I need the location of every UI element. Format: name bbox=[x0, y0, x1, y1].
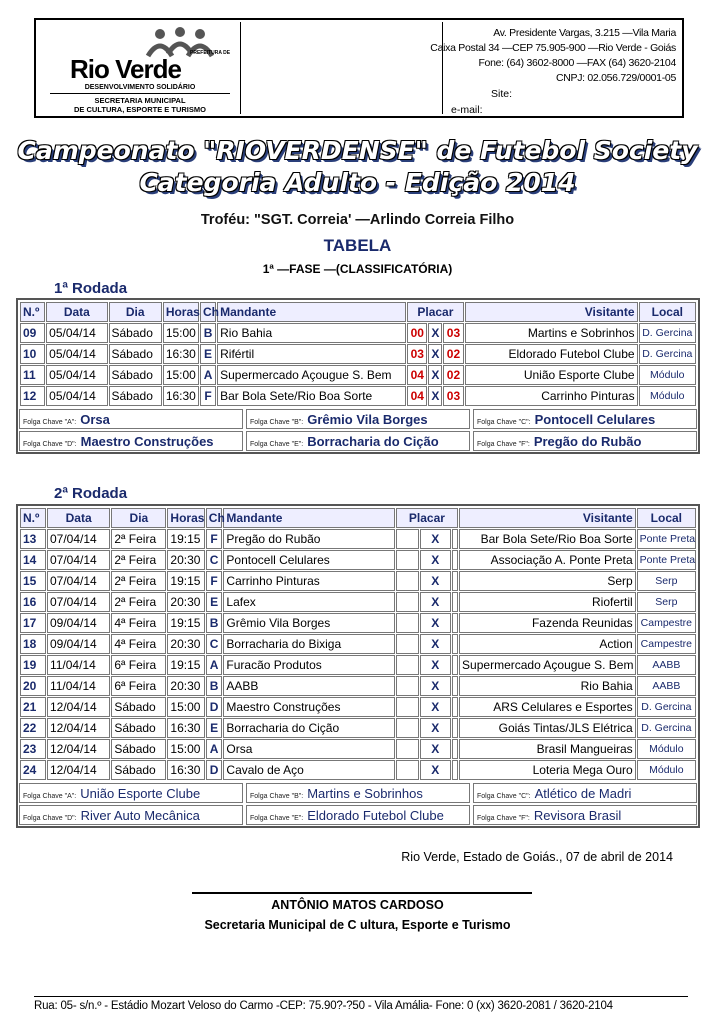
match-key: F bbox=[206, 571, 223, 591]
match-time: 16:30 bbox=[163, 386, 199, 406]
venue: Campestre bbox=[637, 613, 696, 633]
bye-team: Pregão do Rubão bbox=[533, 434, 642, 449]
away-team: Martins e Sobrinhos bbox=[465, 323, 638, 343]
match-time: 15:00 bbox=[163, 323, 199, 343]
home-score bbox=[396, 697, 419, 717]
column-header: Local bbox=[637, 508, 696, 528]
match-day: 4ª Feira bbox=[111, 613, 166, 633]
match-number: 23 bbox=[20, 739, 46, 759]
home-team: Bar Bola Sete/Rio Boa Sorte bbox=[217, 386, 406, 406]
match-key: B bbox=[206, 676, 223, 696]
versus-mark: X bbox=[420, 655, 451, 675]
match-key: D bbox=[206, 760, 223, 780]
match-time: 19:15 bbox=[167, 529, 204, 549]
home-score bbox=[396, 550, 419, 570]
match-number: 10 bbox=[20, 344, 45, 364]
column-header: N.º bbox=[20, 508, 46, 528]
versus-mark: X bbox=[428, 386, 442, 406]
column-header: Data bbox=[46, 302, 107, 322]
away-team: Bar Bola Sete/Rio Boa Sorte bbox=[459, 529, 636, 549]
match-key: A bbox=[200, 365, 216, 385]
round-2-grid bbox=[19, 507, 697, 781]
home-team: Borracharia do Cição bbox=[223, 718, 394, 738]
home-team: Grêmio Vila Borges bbox=[223, 613, 394, 633]
match-date: 12/04/14 bbox=[47, 718, 110, 738]
away-team: Loteria Mega Ouro bbox=[459, 760, 636, 780]
match-day: Sábado bbox=[111, 739, 166, 759]
match-row bbox=[20, 655, 696, 675]
match-key: E bbox=[206, 592, 223, 612]
away-score bbox=[452, 739, 458, 759]
match-day: 2ª Feira bbox=[111, 571, 166, 591]
match-row bbox=[20, 323, 696, 343]
away-score bbox=[452, 529, 458, 549]
match-number: 17 bbox=[20, 613, 46, 633]
match-time: 19:15 bbox=[167, 655, 204, 675]
match-number: 13 bbox=[20, 529, 46, 549]
match-row bbox=[20, 760, 696, 780]
match-row bbox=[20, 634, 696, 654]
rio-verde-logo bbox=[40, 22, 241, 114]
column-header: Placar bbox=[407, 302, 463, 322]
bye-label: Folga Chave "D": bbox=[23, 441, 77, 448]
signature-name: ANTÔNIO MATOS CARDOSO bbox=[271, 898, 444, 912]
match-time: 20:30 bbox=[167, 550, 204, 570]
away-score bbox=[452, 571, 458, 591]
venue: Módulo bbox=[639, 386, 696, 406]
away-score bbox=[452, 718, 458, 738]
versus-mark: X bbox=[420, 676, 451, 696]
versus-mark: X bbox=[420, 550, 451, 570]
bye-cell bbox=[473, 805, 697, 825]
venue: Módulo bbox=[637, 760, 696, 780]
away-team: Goiás Tintas/JLS Elétrica bbox=[459, 718, 636, 738]
versus-mark: X bbox=[420, 634, 451, 654]
away-score: 03 bbox=[443, 386, 463, 406]
home-team: Pontocell Celulares bbox=[223, 550, 394, 570]
versus-mark: X bbox=[428, 365, 442, 385]
column-header: Mandante bbox=[217, 302, 406, 322]
match-number: 21 bbox=[20, 697, 46, 717]
venue: AABB bbox=[637, 676, 696, 696]
column-header: Mandante bbox=[223, 508, 394, 528]
tabela-heading: TABELA bbox=[323, 236, 392, 255]
round-1-grid bbox=[19, 301, 697, 407]
bye-team: União Esporte Clube bbox=[80, 786, 201, 801]
match-day: 6ª Feira bbox=[111, 655, 166, 675]
match-row bbox=[20, 365, 696, 385]
venue: Campestre bbox=[637, 634, 696, 654]
column-header: Dia bbox=[111, 508, 166, 528]
logo-tagline: DESENVOLVIMENTO SOLIDÁRIO bbox=[84, 84, 196, 91]
bye-cell bbox=[473, 783, 697, 803]
bye-cell bbox=[19, 783, 243, 803]
bye-label: Folga Chave "D": bbox=[23, 815, 77, 822]
address-line: Caixa Postal 34 —CEP 75.905-900 —Rio Verde - Goiás bbox=[430, 42, 676, 54]
venue: D. Gercina bbox=[637, 697, 696, 717]
match-number: 24 bbox=[20, 760, 46, 780]
away-team: Supermercado Açougue S. Bem bbox=[459, 655, 636, 675]
bye-cell bbox=[19, 805, 243, 825]
versus-mark: X bbox=[420, 613, 451, 633]
match-time: 20:30 bbox=[167, 592, 204, 612]
away-score bbox=[452, 697, 458, 717]
column-header: Placar bbox=[396, 508, 458, 528]
versus-mark: X bbox=[420, 592, 451, 612]
match-key: E bbox=[200, 344, 216, 364]
match-row bbox=[20, 386, 696, 406]
match-key: B bbox=[200, 323, 216, 343]
match-day: Sábado bbox=[109, 365, 162, 385]
home-team: AABB bbox=[223, 676, 394, 696]
bye-team: Martins e Sobrinhos bbox=[307, 786, 423, 801]
bye-team: Atlético de Madri bbox=[534, 786, 632, 801]
home-score bbox=[396, 571, 419, 591]
match-date: 05/04/14 bbox=[46, 386, 107, 406]
venue: D. Gercina bbox=[639, 323, 696, 343]
match-number: 12 bbox=[20, 386, 45, 406]
match-date: 07/04/14 bbox=[47, 571, 110, 591]
home-score: 00 bbox=[407, 323, 427, 343]
match-number: 14 bbox=[20, 550, 46, 570]
bye-label: Folga Chave "C": bbox=[477, 793, 531, 800]
bye-label: Folga Chave "B": bbox=[250, 793, 304, 800]
round-1-table bbox=[16, 298, 700, 454]
away-team: Associação A. Ponte Preta bbox=[459, 550, 636, 570]
address-line: Av. Presidente Vargas, 3.215 —Vila Maria bbox=[493, 27, 676, 39]
bye-team: Revisora Brasil bbox=[533, 808, 622, 823]
home-score bbox=[396, 760, 419, 780]
match-time: 16:30 bbox=[167, 718, 204, 738]
match-time: 19:15 bbox=[167, 571, 204, 591]
home-team: Orsa bbox=[223, 739, 394, 759]
versus-mark: X bbox=[420, 571, 451, 591]
away-score: 02 bbox=[443, 344, 463, 364]
column-header: Visitante bbox=[465, 302, 638, 322]
home-score bbox=[396, 634, 419, 654]
home-score bbox=[396, 592, 419, 612]
home-team: Cavalo de Aço bbox=[223, 760, 394, 780]
bye-cell bbox=[246, 409, 470, 429]
match-time: 15:00 bbox=[167, 739, 204, 759]
address-line: Fone: (64) 3602-8000 —FAX (64) 3620-2104 bbox=[478, 57, 676, 69]
match-key: C bbox=[206, 634, 223, 654]
round-1-title: 1ª Rodada bbox=[54, 280, 128, 297]
venue: AABB bbox=[637, 655, 696, 675]
match-number: 18 bbox=[20, 634, 46, 654]
versus-mark: X bbox=[428, 344, 442, 364]
versus-mark: X bbox=[420, 760, 451, 780]
match-row bbox=[20, 344, 696, 364]
match-day: Sábado bbox=[109, 386, 162, 406]
bye-cell bbox=[473, 409, 697, 429]
signature-line bbox=[192, 892, 532, 894]
venue: D. Gercina bbox=[639, 344, 696, 364]
venue: Ponte Preta bbox=[637, 529, 696, 549]
bye-label: Folga Chave "C": bbox=[477, 419, 531, 426]
match-time: 20:30 bbox=[167, 634, 204, 654]
bye-cell bbox=[19, 409, 243, 429]
venue: Módulo bbox=[637, 739, 696, 759]
away-team: Carrinho Pinturas bbox=[465, 386, 638, 406]
match-row bbox=[20, 676, 696, 696]
match-day: Sábado bbox=[111, 697, 166, 717]
away-team: Riofertil bbox=[459, 592, 636, 612]
title-line-2: Categoria Adulto - Edição 2014 bbox=[139, 168, 576, 197]
header-row bbox=[20, 508, 696, 528]
away-score bbox=[452, 634, 458, 654]
match-time: 15:00 bbox=[163, 365, 199, 385]
match-number: 09 bbox=[20, 323, 45, 343]
match-row bbox=[20, 592, 696, 612]
round-2-table bbox=[16, 504, 700, 828]
footer-address: Rua: 05- s/n.º - Estádio Mozart Veloso do Carmo -CEP: 75.90?-?50 - Vila Amália- Fone: 0 (xx) 3620-2081 / 3620-2104 bbox=[34, 1000, 613, 1012]
match-number: 22 bbox=[20, 718, 46, 738]
away-team: ARS Celulares e Esportes bbox=[459, 697, 636, 717]
bye-cell bbox=[246, 805, 470, 825]
match-number: 16 bbox=[20, 592, 46, 612]
match-day: Sábado bbox=[109, 323, 162, 343]
match-row bbox=[20, 571, 696, 591]
bye-team: Maestro Construções bbox=[80, 434, 214, 449]
logo-secretaria-2: DE CULTURA, ESPORTE E TURISMO bbox=[74, 105, 206, 114]
date-line: Rio Verde, Estado de Goiás., 07 de abril de 2014 bbox=[401, 850, 673, 864]
home-team: Rio Bahia bbox=[217, 323, 406, 343]
home-team: Lafex bbox=[223, 592, 394, 612]
bye-label: Folga Chave "B": bbox=[250, 419, 304, 426]
match-time: 20:30 bbox=[167, 676, 204, 696]
bye-label: Folga Chave "E": bbox=[250, 441, 304, 448]
logo-secretaria: SECRETARIA MUNICIPAL bbox=[50, 93, 230, 105]
home-team: Maestro Construções bbox=[223, 697, 394, 717]
home-score bbox=[396, 655, 419, 675]
away-team: Serp bbox=[459, 571, 636, 591]
match-date: 09/04/14 bbox=[47, 613, 110, 633]
bye-team: Grêmio Vila Borges bbox=[307, 412, 428, 427]
match-time: 16:30 bbox=[163, 344, 199, 364]
match-key: C bbox=[206, 550, 223, 570]
bye-team: River Auto Mecânica bbox=[80, 808, 200, 823]
match-date: 12/04/14 bbox=[47, 739, 110, 759]
away-score: 02 bbox=[443, 365, 463, 385]
bye-cell bbox=[246, 431, 470, 451]
match-row bbox=[20, 739, 696, 759]
match-day: Sábado bbox=[111, 718, 166, 738]
match-date: 05/04/14 bbox=[46, 323, 107, 343]
match-key: F bbox=[206, 529, 223, 549]
home-score bbox=[396, 739, 419, 759]
bye-cell bbox=[473, 431, 697, 451]
match-date: 07/04/14 bbox=[47, 550, 110, 570]
venue: Serp bbox=[637, 571, 696, 591]
signature-role: Secretaria Municipal de C ultura, Esporte e Turismo bbox=[204, 918, 511, 932]
home-team: Carrinho Pinturas bbox=[223, 571, 394, 591]
match-date: 12/04/14 bbox=[47, 760, 110, 780]
away-team: Brasil Mangueiras bbox=[459, 739, 636, 759]
logo-prefeitura: PREFEITURA DE bbox=[190, 50, 231, 56]
match-key: A bbox=[206, 739, 223, 759]
away-score bbox=[452, 613, 458, 633]
match-time: 15:00 bbox=[167, 697, 204, 717]
bye-team: Eldorado Futebol Clube bbox=[307, 808, 444, 823]
match-day: 2ª Feira bbox=[111, 592, 166, 612]
bye-team: Orsa bbox=[80, 412, 110, 427]
bye-cell bbox=[246, 783, 470, 803]
match-day: 4ª Feira bbox=[111, 634, 166, 654]
address-line: CNPJ: 02.056.729/0001-05 bbox=[555, 72, 676, 84]
column-header: Horas bbox=[163, 302, 199, 322]
logo-city-name: Rio Verde bbox=[70, 54, 181, 84]
site-label: Site: bbox=[491, 88, 513, 100]
bye-label: Folga Chave "F": bbox=[477, 441, 530, 448]
home-team: Supermercado Açougue S. Bem bbox=[217, 365, 406, 385]
email-label: e-mail: bbox=[451, 104, 483, 116]
match-date: 12/04/14 bbox=[47, 697, 110, 717]
letterhead bbox=[34, 18, 684, 118]
column-header: Local bbox=[639, 302, 696, 322]
address-block bbox=[430, 26, 676, 86]
match-number: 15 bbox=[20, 571, 46, 591]
match-day: 6ª Feira bbox=[111, 676, 166, 696]
bye-team: Borracharia do Cição bbox=[307, 434, 439, 449]
column-header: Visitante bbox=[459, 508, 636, 528]
match-row bbox=[20, 718, 696, 738]
versus-mark: X bbox=[420, 697, 451, 717]
home-score bbox=[396, 718, 419, 738]
versus-mark: X bbox=[420, 529, 451, 549]
venue: Módulo bbox=[639, 365, 696, 385]
home-team: Pregão do Rubão bbox=[223, 529, 394, 549]
match-time: 16:30 bbox=[167, 760, 204, 780]
match-day: 2ª Feira bbox=[111, 550, 166, 570]
match-day: 2ª Feira bbox=[111, 529, 166, 549]
match-number: 11 bbox=[20, 365, 45, 385]
title-line-1: Campeonato "RIOVERDENSE" de Futebol Society bbox=[17, 136, 698, 165]
away-team: União Esporte Clube bbox=[465, 365, 638, 385]
round-2-title: 2ª Rodada bbox=[54, 485, 128, 502]
match-key: E bbox=[206, 718, 223, 738]
home-team: Furacão Produtos bbox=[223, 655, 394, 675]
match-date: 07/04/14 bbox=[47, 529, 110, 549]
versus-mark: X bbox=[420, 739, 451, 759]
away-team: Action bbox=[459, 634, 636, 654]
match-day: Sábado bbox=[111, 760, 166, 780]
header-blank-cell bbox=[242, 22, 443, 114]
away-score bbox=[452, 655, 458, 675]
home-score bbox=[396, 529, 419, 549]
match-key: A bbox=[206, 655, 223, 675]
match-row bbox=[20, 529, 696, 549]
column-header: Data bbox=[47, 508, 110, 528]
match-day: Sábado bbox=[109, 344, 162, 364]
bye-cell bbox=[19, 431, 243, 451]
match-date: 11/04/14 bbox=[47, 655, 110, 675]
bye-label: Folga Chave "A": bbox=[23, 793, 77, 800]
bye-label: Folga Chave "F": bbox=[477, 815, 530, 822]
away-score bbox=[452, 760, 458, 780]
away-score bbox=[452, 676, 458, 696]
away-team: Eldorado Futebol Clube bbox=[465, 344, 638, 364]
match-number: 19 bbox=[20, 655, 46, 675]
match-date: 11/04/14 bbox=[47, 676, 110, 696]
footer-rule bbox=[34, 996, 688, 997]
match-row bbox=[20, 613, 696, 633]
header-row bbox=[20, 302, 696, 322]
column-header: Ch bbox=[200, 302, 216, 322]
column-header: Ch bbox=[206, 508, 223, 528]
home-score bbox=[396, 676, 419, 696]
match-row bbox=[20, 697, 696, 717]
bye-label: Folga Chave "A": bbox=[23, 419, 77, 426]
away-team: Rio Bahia bbox=[459, 676, 636, 696]
match-number: 20 bbox=[20, 676, 46, 696]
match-time: 19:15 bbox=[167, 613, 204, 633]
trophy-line: Troféu: "SGT. Correia' —Arlindo Correia Filho bbox=[200, 212, 515, 228]
venue: Ponte Preta bbox=[637, 550, 696, 570]
home-score: 03 bbox=[407, 344, 427, 364]
away-team: Fazenda Reunidas bbox=[459, 613, 636, 633]
away-score bbox=[452, 592, 458, 612]
match-date: 05/04/14 bbox=[46, 344, 107, 364]
phase-heading: 1ª —FASE —(CLASSIFICATÓRIA) bbox=[262, 262, 453, 276]
match-date: 07/04/14 bbox=[47, 592, 110, 612]
home-team: Rifértil bbox=[217, 344, 406, 364]
versus-mark: X bbox=[420, 718, 451, 738]
bye-label: Folga Chave "E": bbox=[250, 815, 304, 822]
match-key: D bbox=[206, 697, 223, 717]
venue: D. Gercina bbox=[637, 718, 696, 738]
column-header: Horas bbox=[167, 508, 204, 528]
match-date: 05/04/14 bbox=[46, 365, 107, 385]
match-key: B bbox=[206, 613, 223, 633]
column-header: N.º bbox=[20, 302, 45, 322]
match-key: F bbox=[200, 386, 216, 406]
home-score: 04 bbox=[407, 365, 427, 385]
match-row bbox=[20, 550, 696, 570]
versus-mark: X bbox=[428, 323, 442, 343]
home-score: 04 bbox=[407, 386, 427, 406]
away-score: 03 bbox=[443, 323, 463, 343]
bye-team: Pontocell Celulares bbox=[534, 412, 656, 427]
venue: Serp bbox=[637, 592, 696, 612]
home-team: Borracharia do Bixiga bbox=[223, 634, 394, 654]
away-score bbox=[452, 550, 458, 570]
column-header: Dia bbox=[109, 302, 162, 322]
home-score bbox=[396, 613, 419, 633]
match-date: 09/04/14 bbox=[47, 634, 110, 654]
